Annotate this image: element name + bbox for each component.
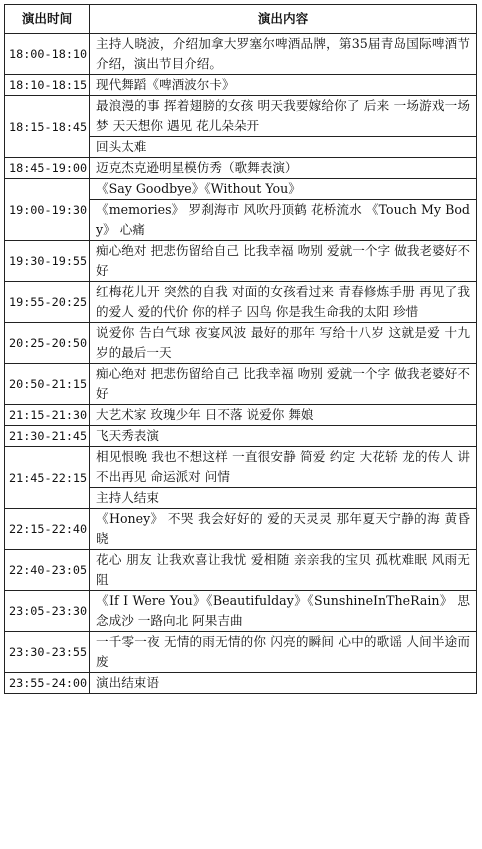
schedule-body bbox=[5, 34, 477, 694]
content-cell: 《If I Were You》《Beautifulday》《SunshineInTheRain》 思念成沙 一路向北 阿果吉曲 bbox=[90, 591, 477, 632]
content-cell: 《Honey》 不哭 我会好好的 爱的天灵灵 那年夏天宁静的海 黄昏晓 bbox=[90, 509, 477, 550]
time-cell: 19:00-19:30 bbox=[5, 179, 90, 241]
time-cell: 23:30-23:55 bbox=[5, 632, 90, 673]
content-cell: 现代舞蹈《啤酒波尔卡》 bbox=[90, 75, 477, 96]
time-cell: 20:50-21:15 bbox=[5, 364, 90, 405]
time-cell: 18:00-18:10 bbox=[5, 34, 90, 75]
time-cell: 22:15-22:40 bbox=[5, 509, 90, 550]
table-row bbox=[5, 673, 477, 694]
time-cell: 23:05-23:30 bbox=[5, 591, 90, 632]
table-row bbox=[5, 241, 477, 282]
content-cell: 主持人晓波，介绍加拿大罗塞尔啤酒品牌，第35届青岛国际啤酒节介绍，演出节目介绍。 bbox=[90, 34, 477, 75]
table-row bbox=[5, 179, 477, 200]
table-row bbox=[5, 364, 477, 405]
time-cell: 21:30-21:45 bbox=[5, 426, 90, 447]
time-cell: 21:45-22:15 bbox=[5, 447, 90, 509]
schedule-table bbox=[4, 4, 477, 694]
time-cell: 21:15-21:30 bbox=[5, 405, 90, 426]
content-cell: 演出结束语 bbox=[90, 673, 477, 694]
time-cell: 20:25-20:50 bbox=[5, 323, 90, 364]
table-row bbox=[5, 632, 477, 673]
content-cell: 痴心绝对 把悲伤留给自己 比我幸福 吻别 爱就一个字 做我老婆好不好 bbox=[90, 364, 477, 405]
content-cell: 大艺术家 玫瑰少年 日不落 说爱你 舞娘 bbox=[90, 405, 477, 426]
time-cell: 18:15-18:45 bbox=[5, 96, 90, 158]
content-cell: 《Say Goodbye》《Without You》 bbox=[90, 179, 477, 200]
header-row bbox=[5, 5, 477, 34]
time-cell: 22:40-23:05 bbox=[5, 550, 90, 591]
table-row bbox=[5, 158, 477, 179]
time-cell: 18:45-19:00 bbox=[5, 158, 90, 179]
content-cell: 迈克杰克逊明星模仿秀（歌舞表演） bbox=[90, 158, 477, 179]
content-cell: 飞天秀表演 bbox=[90, 426, 477, 447]
table-row bbox=[5, 282, 477, 323]
table-row bbox=[5, 96, 477, 137]
time-cell: 19:30-19:55 bbox=[5, 241, 90, 282]
content-cell: 花心 朋友 让我欢喜让我忧 爱相随 亲亲我的宝贝 孤枕难眠 风雨无阻 bbox=[90, 550, 477, 591]
content-cell: 最浪漫的事 挥着翅膀的女孩 明天我要嫁给你了 后来 一场游戏一场梦 天天想你 遇见 花儿朵朵开 bbox=[90, 96, 477, 137]
table-row bbox=[5, 75, 477, 96]
content-cell: 相见恨晚 我也不想这样 一直很安静 简爱 约定 大花轿 龙的传人 讲不出再见 命运派对 问情 bbox=[90, 447, 477, 488]
time-column-header: 演出时间 bbox=[5, 5, 90, 34]
table-row bbox=[5, 550, 477, 591]
table-row bbox=[5, 323, 477, 364]
content-cell: 痴心绝对 把悲伤留给自己 比我幸福 吻别 爱就一个字 做我老婆好不好 bbox=[90, 241, 477, 282]
table-row bbox=[5, 591, 477, 632]
table-row bbox=[5, 405, 477, 426]
content-cell: 红梅花儿开 突然的自我 对面的女孩看过来 青春修炼手册 再见了我的爱人 爱的代价 你的样子 囚鸟 你是我生命我的太阳 珍惜 bbox=[90, 282, 477, 323]
content-cell: 一千零一夜 无情的雨无情的你 闪亮的瞬间 心中的歌谣 人间半途而废 bbox=[90, 632, 477, 673]
table-row bbox=[5, 34, 477, 75]
table-row bbox=[5, 426, 477, 447]
content-column-header: 演出内容 bbox=[90, 5, 477, 34]
content-cell: 说爱你 告白气球 夜宴风波 最好的那年 写给十八岁 这就是爱 十九岁的最后一天 bbox=[90, 323, 477, 364]
table-row bbox=[5, 509, 477, 550]
time-cell: 23:55-24:00 bbox=[5, 673, 90, 694]
time-cell: 19:55-20:25 bbox=[5, 282, 90, 323]
content-cell: 主持人结束 bbox=[90, 488, 477, 509]
content-cell: 回头太难 bbox=[90, 137, 477, 158]
time-cell: 18:10-18:15 bbox=[5, 75, 90, 96]
content-cell: 《memories》 罗刹海市 风吹丹顶鹤 花桥流水 《Touch My Body》 心痛 bbox=[90, 200, 477, 241]
table-row bbox=[5, 447, 477, 488]
